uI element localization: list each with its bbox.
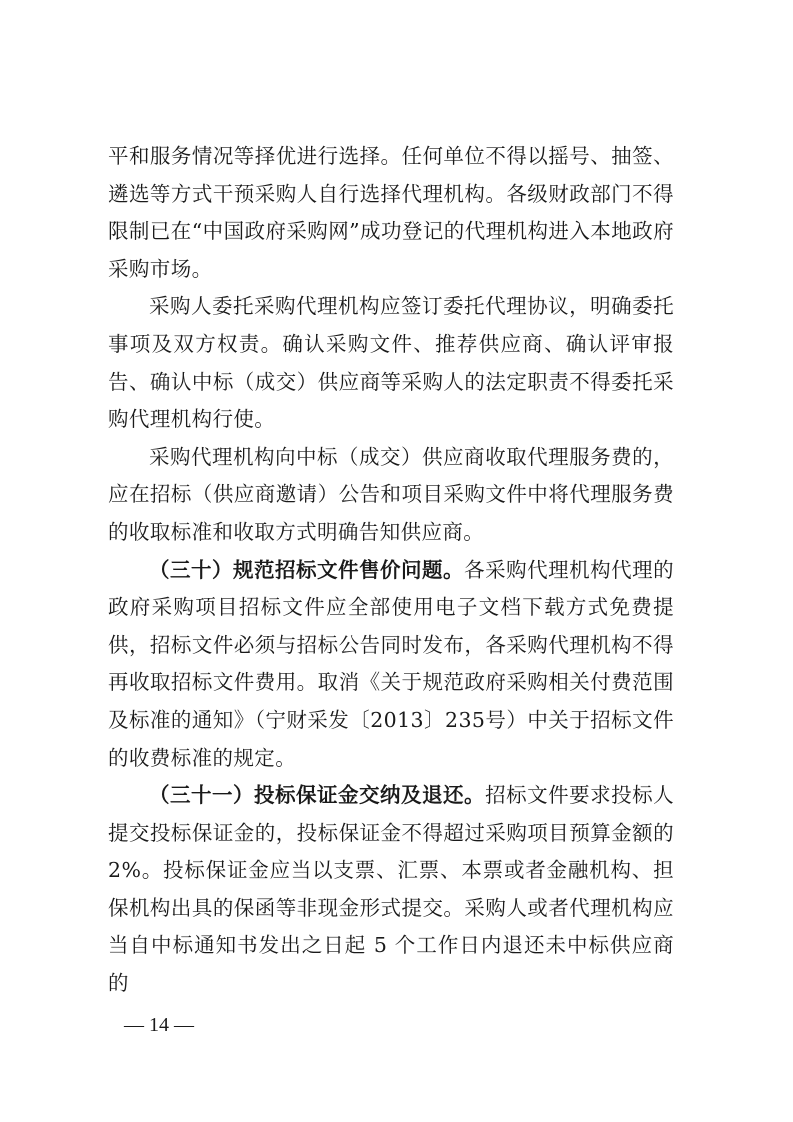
paragraph-5 <box>108 777 674 1003</box>
paragraph-2-body: 采购人委托采购代理机构应签订委托代理协议，明确委托事项及双方权责。确认采购文件、推荐供应商、确认评审报告、确认中标（成交）供应商等采购人的法定职责不得委托采购代理机构行使。 <box>108 294 674 432</box>
paragraph-1-body: 平和服务情况等择优进行选择。任何单位不得以摇号、抽签、遴选等方式干预采购人自行选择代理机构。各级财政部门不得限制已在“中国政府采购网”成功登记的代理机构进入本地政府采购市场。 <box>108 144 674 281</box>
paragraph-5-body: 招标文件要求投标人提交投标保证金的，投标保证金不得超过采购项目预算金额的2%。投标保证金应当以支票、汇票、本票或者金融机构、担保机构出具的保函等非现金形式提交。采购人或者代理机构应当自中标通知书发出之日起 5 个工作日内退还未中标供应商的 <box>108 783 674 996</box>
paragraph-3 <box>108 439 674 552</box>
paragraph-4-body: 各采购代理机构代理的政府采购项目招标文件应全部使用电子文档下载方式免费提供，招标文件必须与招标公告同时发布，各采购代理机构不得再收取招标文件费用。取消《关于规范政府采购相关付费范围及标准的通知》（宁财采发〔2013〕235号）中关于招标文件的收费标准的规定。 <box>108 557 674 770</box>
document-page <box>108 138 674 1003</box>
section-heading-30: （三十）规范招标文件售价问题。 <box>149 557 465 582</box>
paragraph-4 <box>108 552 674 778</box>
paragraph-2 <box>108 288 674 438</box>
paragraph-3-body: 采购代理机构向中标（成交）供应商收取代理服务费的，应在招标（供应商邀请）公告和项目采购文件中将代理服务费的收取标准和收取方式明确告知供应商。 <box>108 444 674 544</box>
section-heading-31: （三十一）投标保证金交纳及退还。 <box>149 783 486 808</box>
paragraph-1 <box>108 138 674 288</box>
page-number: — 14 — <box>124 1014 194 1036</box>
